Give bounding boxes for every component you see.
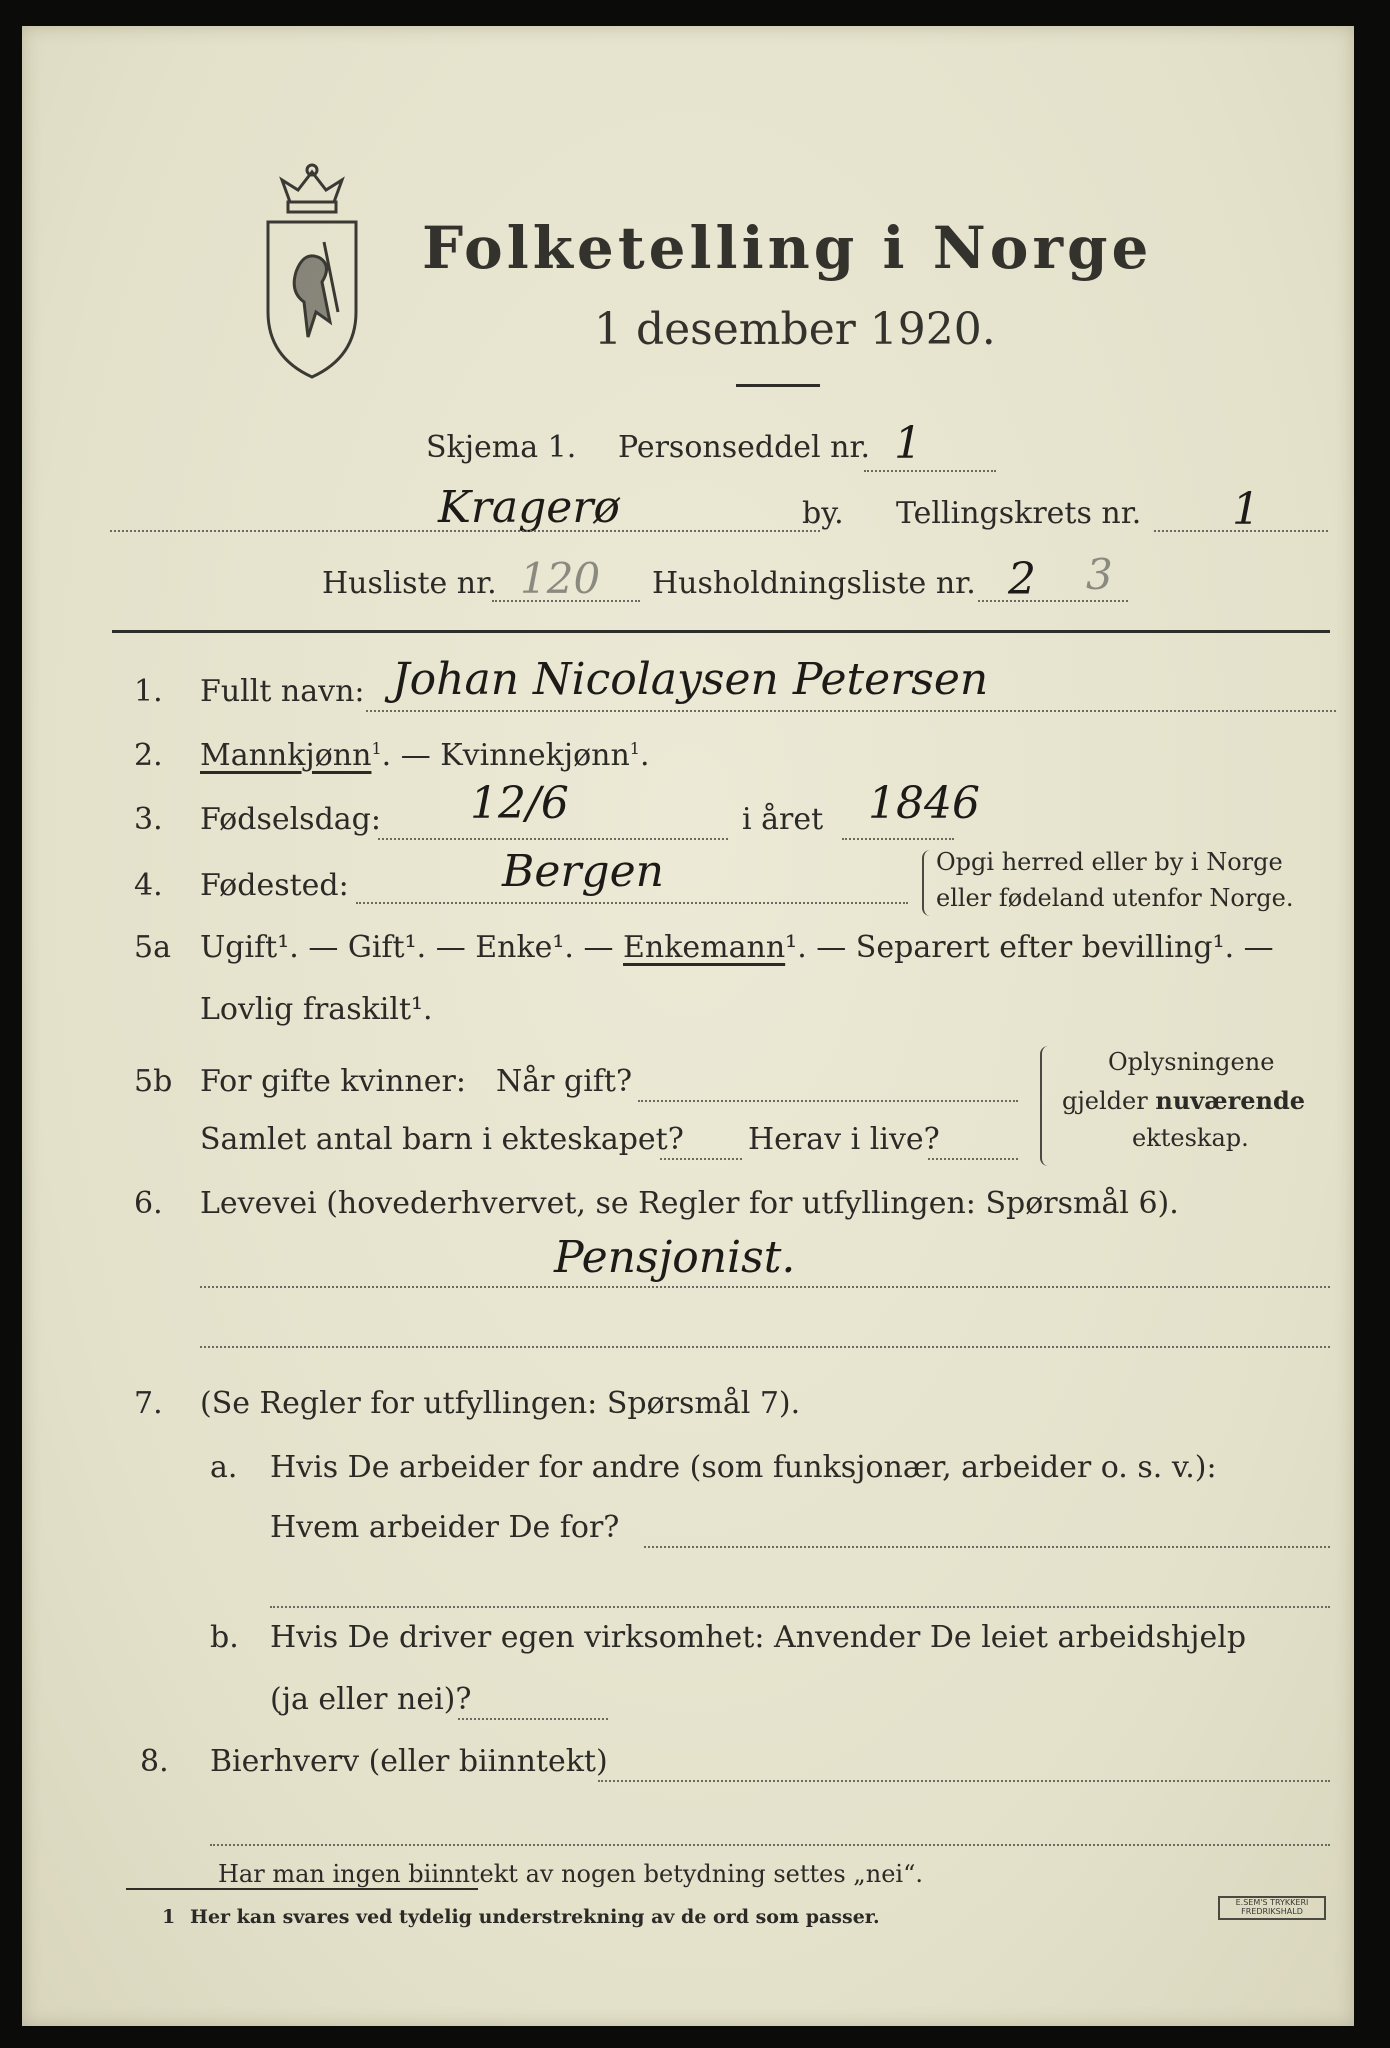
- personseddel-label: Personseddel nr.: [618, 430, 871, 465]
- printer-stamp: [1218, 1896, 1326, 1920]
- side-income-field: [598, 1780, 1330, 1782]
- town-field: [110, 530, 820, 532]
- employer-field-2: [270, 1606, 1330, 1608]
- children-field: [660, 1158, 742, 1160]
- q8-label: Bierhverv (eller biinntekt): [210, 1744, 608, 1779]
- q4-note-line2: eller fødeland utenfor Norge.: [936, 884, 1294, 912]
- occupation-value: Pensjonist.: [554, 1232, 796, 1283]
- q7-label: (Se Regler for utfyllingen: Spørsmål 7).: [200, 1386, 801, 1421]
- footnote-text: Her kan svares ved tydelig understrekning av de ord som passer.: [190, 1906, 880, 1928]
- birthplace-field: [356, 902, 908, 904]
- footnote-mark: 1: [162, 1906, 176, 1928]
- q2-number: 2.: [134, 738, 163, 773]
- side-income-field-2: [210, 1844, 1330, 1846]
- q1-label: Fullt navn:: [200, 674, 365, 709]
- husholdning-label: Husholdningsliste nr.: [652, 566, 976, 601]
- female-option: Kvinnekjønn: [440, 738, 630, 773]
- hired-help-field: [458, 1718, 608, 1720]
- personseddel-field: [864, 470, 996, 472]
- q3-label: Fødselsdag:: [200, 802, 381, 837]
- marital-options-end: ¹. — Separert efter bevilling¹. —: [785, 930, 1274, 965]
- occupation-field-1: [200, 1286, 1330, 1288]
- q2-end: .: [639, 738, 650, 773]
- q8-number: 8.: [140, 1744, 169, 1779]
- divorced-option: Lovlig fraskilt¹.: [200, 992, 433, 1027]
- birthyear-field: [842, 838, 954, 840]
- q1-number: 1.: [134, 674, 163, 709]
- q4-note-line1: Opgi herred eller by i Norge: [936, 848, 1283, 876]
- female-footnote-mark: 1: [629, 739, 640, 758]
- birthdate-value: 12/6: [470, 778, 569, 829]
- husholdning-value: 2: [1008, 554, 1036, 605]
- q4-number: 4.: [134, 868, 163, 903]
- alive-label: Herav i live?: [748, 1122, 940, 1157]
- census-date: 1 desember 1920.: [594, 304, 996, 355]
- birthyear-value: 1846: [868, 778, 980, 829]
- q5a-number: 5a: [134, 930, 171, 965]
- census-form-page: [22, 26, 1354, 2026]
- widower-option: Enkemann: [623, 930, 786, 965]
- husholdning-correction: 3: [1086, 550, 1113, 599]
- q5b-note-current: nuværende: [1155, 1086, 1306, 1115]
- q5b-note-gjelder: gjelder: [1062, 1087, 1148, 1115]
- q5b-note-line1: Oplysningene: [1108, 1048, 1275, 1076]
- title-divider: [736, 384, 820, 387]
- form-title: Folketelling i Norge: [422, 214, 1153, 282]
- when-married-label: Når gift?: [496, 1064, 633, 1099]
- schema-label: Skjema 1.: [426, 430, 577, 465]
- q5b-label: For gifte kvinner:: [200, 1064, 466, 1099]
- coat-of-arms-icon: [260, 162, 364, 384]
- q4-note-brace: [922, 850, 932, 916]
- full-name-value: Johan Nicolaysen Petersen: [392, 654, 989, 705]
- q3-number: 3.: [134, 802, 163, 837]
- q5b-note-line2: [1062, 1086, 1305, 1115]
- husholdning-field: [978, 600, 1128, 602]
- personseddel-value: 1: [894, 418, 922, 469]
- tellingskrets-label: Tellingskrets nr.: [896, 496, 1142, 531]
- q7b-text: Hvis De driver egen virksomhet: Anvender De leiet arbeidshjelp: [270, 1620, 1247, 1655]
- marital-options-start: Ugift¹. — Gift¹. — Enke¹. —: [200, 930, 624, 965]
- year-label: i året: [742, 802, 824, 837]
- q6-label: Levevei (hovederhvervet, se Regler for utfyllingen: Spørsmål 6).: [200, 1186, 1179, 1221]
- husliste-field: [492, 600, 640, 602]
- q5b-note-line3: ekteskap.: [1132, 1124, 1249, 1152]
- tellingskrets-value: 1: [1232, 484, 1260, 535]
- husliste-value: 120: [520, 554, 601, 603]
- male-footnote-mark: 1: [371, 739, 382, 758]
- husliste-label: Husliste nr.: [322, 566, 497, 601]
- header-divider: [112, 630, 1330, 633]
- q7a-text: Hvis De arbeider for andre (som funksjonær, arbeider o. s. v.):: [270, 1450, 1217, 1485]
- q6-number: 6.: [134, 1186, 163, 1221]
- by-label: by.: [802, 496, 844, 531]
- q7b-question: (ja eller nei)?: [270, 1682, 472, 1717]
- marital-status-options: [200, 930, 1274, 965]
- q4-label: Fødested:: [200, 868, 349, 903]
- footnote-divider: [126, 1888, 478, 1890]
- printer-stamp-line1: E.SEM'S TRYKKERI: [1235, 1898, 1309, 1907]
- q5b-number: 5b: [134, 1064, 173, 1099]
- children-label: Samlet antal barn i ekteskapet?: [200, 1122, 684, 1157]
- employer-field: [644, 1546, 1330, 1548]
- q2-options: [200, 738, 650, 773]
- q8-note: Har man ingen biinntekt av nogen betydning settes „nei“.: [218, 1860, 923, 1888]
- q5b-note-brace: [1040, 1046, 1050, 1166]
- q7b-letter: b.: [210, 1620, 239, 1655]
- birthdate-field: [378, 838, 728, 840]
- occupation-field-2: [200, 1346, 1330, 1348]
- full-name-field: [366, 710, 1336, 712]
- q7-number: 7.: [134, 1386, 163, 1421]
- male-option: Mannkjønn: [200, 738, 372, 773]
- town-value: Kragerø: [438, 482, 620, 533]
- printer-stamp-line2: FREDRIKSHALD: [1241, 1907, 1303, 1916]
- birthplace-value: Bergen: [502, 846, 664, 897]
- q7a-question: Hvem arbeider De for?: [270, 1510, 620, 1545]
- q7a-letter: a.: [210, 1450, 238, 1485]
- when-married-field: [638, 1100, 1018, 1102]
- tellingskrets-field: [1154, 530, 1328, 532]
- q2-separator: . —: [381, 738, 441, 773]
- alive-field: [928, 1158, 1018, 1160]
